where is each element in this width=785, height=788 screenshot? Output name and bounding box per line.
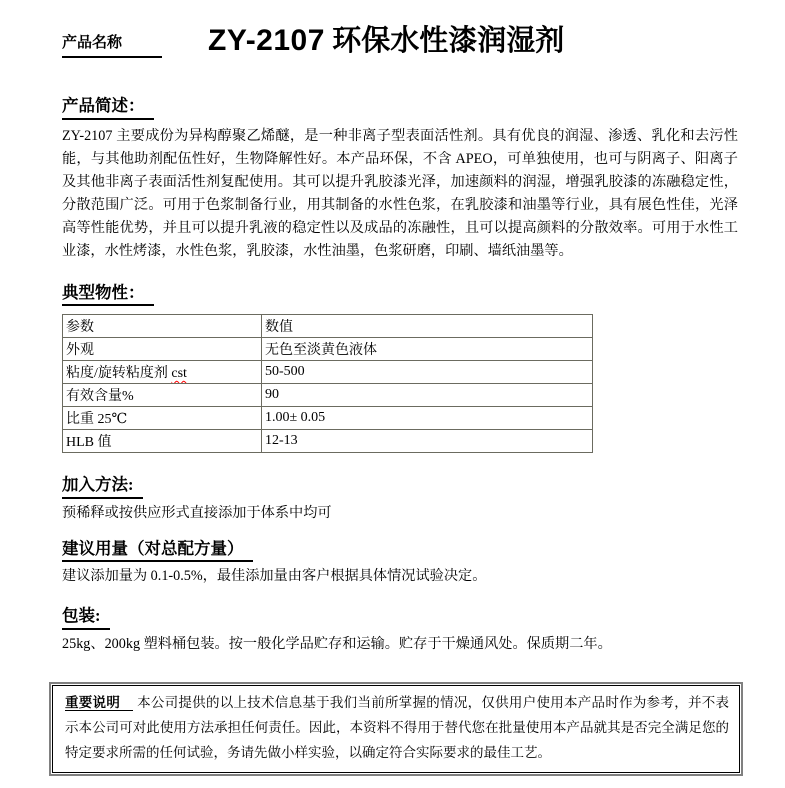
product-name-label: 产品名称 bbox=[62, 31, 162, 58]
table-cell: 数值 bbox=[262, 315, 593, 338]
description-paragraph: ZY-2107 主要成份为异构醇聚乙烯醚，是一种非离子型表面活性剂。具有优良的润湿、渗透、乳化和去污性能，与其他助剂配伍性好，生物降解性好。本产品环保，不含 APEO，可单独使用，也可与阴离子、阳离子及其他非离子表面活性剂复配使用。其可以提升乳胶漆光泽，加速颜料的润湿，增强乳胶漆的冻融稳定性，分散范围广泛。可用于色浆制备行业，用其制备的水性色浆，在乳胶漆和油墨等行业，具有展色性佳，光泽高等性能优势，并且可以提升乳液的稳定性以及成品的冻融性，且可以提高颜料的分散效率。可用于水性工业漆，水性烤漆，水性色浆，乳胶漆，水性油墨，色浆研磨，印刷、墙纸油墨等。 bbox=[62, 127, 738, 259]
section-properties bbox=[62, 282, 738, 454]
section-addition-method bbox=[62, 477, 738, 525]
table-cell: 50-500 bbox=[262, 361, 593, 384]
table-row bbox=[63, 361, 593, 384]
table-cell: 12-13 bbox=[262, 430, 593, 453]
table-row bbox=[63, 407, 593, 430]
packaging-text: 25kg、200kg 塑料桶包装。按一般化学品贮存和运输。贮存于干燥通风处。保质期二年。 bbox=[62, 635, 612, 652]
important-notice-box bbox=[52, 685, 740, 773]
table-cell: 无色至淡黄色液体 bbox=[262, 338, 593, 361]
table-cell: 参数 bbox=[63, 315, 262, 338]
section-heading-properties: 典型物性： bbox=[62, 285, 154, 307]
table-row bbox=[63, 430, 593, 453]
spellcheck-word: cst bbox=[171, 366, 187, 381]
table-row bbox=[63, 384, 593, 407]
properties-table-body bbox=[63, 315, 593, 453]
addition-method-text: 预稀释或按供应形式直接添加于体系中均可 bbox=[62, 504, 332, 521]
table-cell: 粘度/旋转粘度剂 cst bbox=[63, 361, 262, 384]
table-header-row bbox=[63, 315, 593, 338]
table-cell: 90 bbox=[262, 384, 593, 407]
section-packaging bbox=[62, 608, 738, 656]
section-heading-description: 产品简述： bbox=[62, 98, 154, 120]
table-cell: 比重 25℃ bbox=[63, 407, 262, 430]
page-title bbox=[208, 24, 564, 58]
table-cell: HLB 值 bbox=[63, 430, 262, 453]
properties-table bbox=[62, 314, 593, 453]
notice-text: 本公司提供的以上技术信息基于我们当前所掌握的情况，仅供用户使用本产品时作为参考，并不表示本公司可对此使用方法承担任何责任。因此，本资料不得用于替代您在批量使用本产品就其是否完全满足您的特定要求所需的任何试验，务请先做小样实验，以确定符合实际要求的最佳工艺。 bbox=[65, 694, 730, 760]
table-cell: 1.00± 0.05 bbox=[262, 407, 593, 430]
section-heading-addition-method: 加入方法: bbox=[62, 477, 143, 499]
table-row bbox=[63, 338, 593, 361]
table-cell: 有效含量% bbox=[63, 384, 262, 407]
notice-label: 重要说明 bbox=[65, 695, 133, 711]
table-cell: 外观 bbox=[63, 338, 262, 361]
section-dosage bbox=[62, 538, 738, 589]
section-description bbox=[62, 98, 738, 263]
section-heading-packaging: 包装: bbox=[62, 608, 110, 630]
dosage-text: 建议添加量为 0.1-0.5%，最佳添加量由客户根据具体情况试验决定。 bbox=[62, 568, 487, 584]
section-heading-dosage: 建议用量（对总配方量） bbox=[62, 541, 253, 563]
product-title-text: 环保水性漆润湿剂 bbox=[332, 25, 565, 58]
document-header bbox=[62, 18, 738, 58]
product-code: ZY-2107 bbox=[208, 24, 325, 58]
